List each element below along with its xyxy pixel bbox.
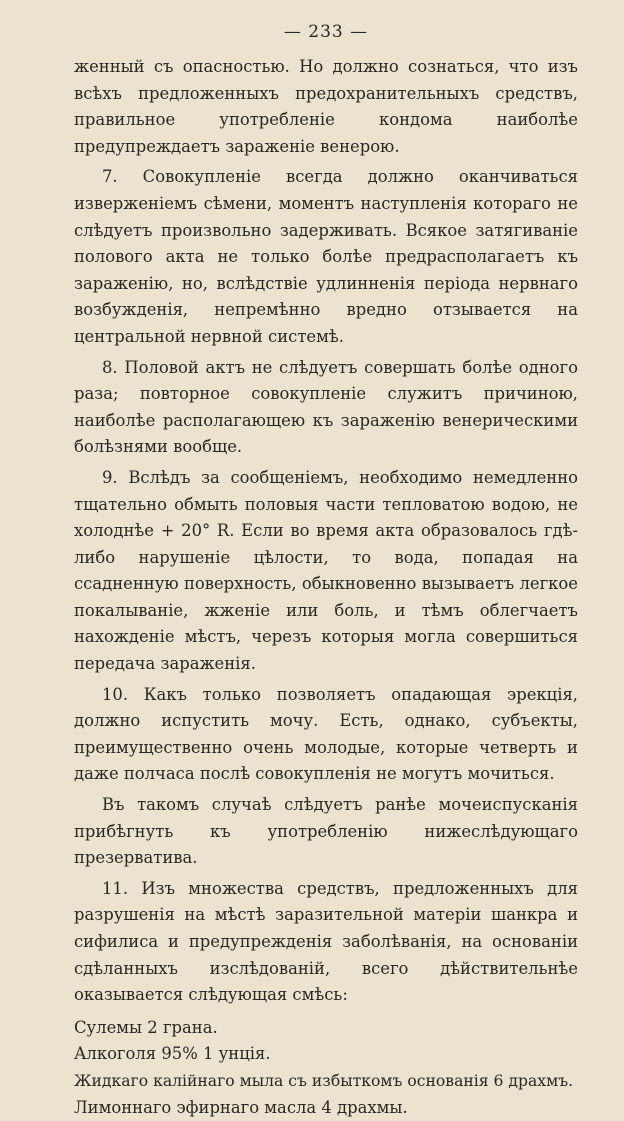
recipe-list: [74, 1015, 578, 1121]
recipe-line: Сулемы 2 грана.: [74, 1017, 218, 1037]
paragraph-item-8: 8. Половой актъ не слѣдуетъ совершать болѣе одного раза; повторное совокупленіе служитъ причиною, наиболѣе располагающею къ зараженію венерическими болѣзнями вообще.: [74, 357, 578, 457]
body-text: [74, 54, 578, 1121]
page-number: — 233 —: [283, 22, 369, 42]
paragraph-item-10: 10. Какъ только позволяетъ опадающая эрекція, должно испустить мочу. Есть, однако, субъекты, преимущественно очень молодые, которые четверть и даже полчаса послѣ совокупленія не могутъ мочиться.: [74, 684, 578, 784]
paragraph-continuation: женный съ опасностью. Но должно сознаться, что изъ всѣхъ предложенныхъ предохранительныхъ средствъ, правильное употребленіе кондома наиболѣе предупреждаетъ зараженіе венерою.: [74, 57, 578, 156]
paragraph-item-11: 11. Изъ множества средствъ, предложенныхъ для разрушенія на мѣстѣ заразительной матеріи шанкра и сифилиса и предупрежденія заболѣванія, на основаніи сдѣланныхъ изслѣдованій, всего дѣйствительнѣе оказывается слѣдующая смѣсь:: [74, 878, 578, 1005]
paragraph-item-7: 7. Совокупленіе всегда должно оканчиваться изверженіемъ сѣмени, моментъ наступленія котораго не слѣдуетъ произвольно задерживать. Всякое затягиваніе полового акта не только болѣе предрасполагаетъ къ зараженію, но, вслѣдствіе удлинненія періода нервнаго возбужденія, непремѣнно вредно отзывается на центральной нервной системѣ.: [74, 167, 578, 346]
recipe-line: Лимоннаго эфирнаго масла 4 драхмы.: [74, 1097, 408, 1117]
recipe-line: Жидкаго калійнаго мыла съ избыткомъ основанія 6 драхмъ.: [74, 1071, 574, 1090]
paragraph-item-9: 9. Вслѣдъ за сообщеніемъ, необходимо немедленно тщательно обмыть половыя части тепловатою водою, не холоднѣе + 20° R. Если во время акта образовалось гдѣ-либо нарушеніе цѣлости, то вода, попадая на ссадненную поверхность, обыкновенно вызываетъ легкое покалываніе, жженіе или боль, и тѣмъ облегчаетъ нахожденіе мѣстъ, черезъ которыя могла совершиться передача зараженія.: [74, 467, 578, 674]
recipe-line: Алкоголя 95% 1 унція.: [74, 1044, 271, 1064]
paragraph-item-10-note: Въ такомъ случаѣ слѣдуетъ ранѣе мочеиспусканія прибѣгнуть къ употребленію нижеслѣдующаго презерватива.: [74, 795, 578, 868]
